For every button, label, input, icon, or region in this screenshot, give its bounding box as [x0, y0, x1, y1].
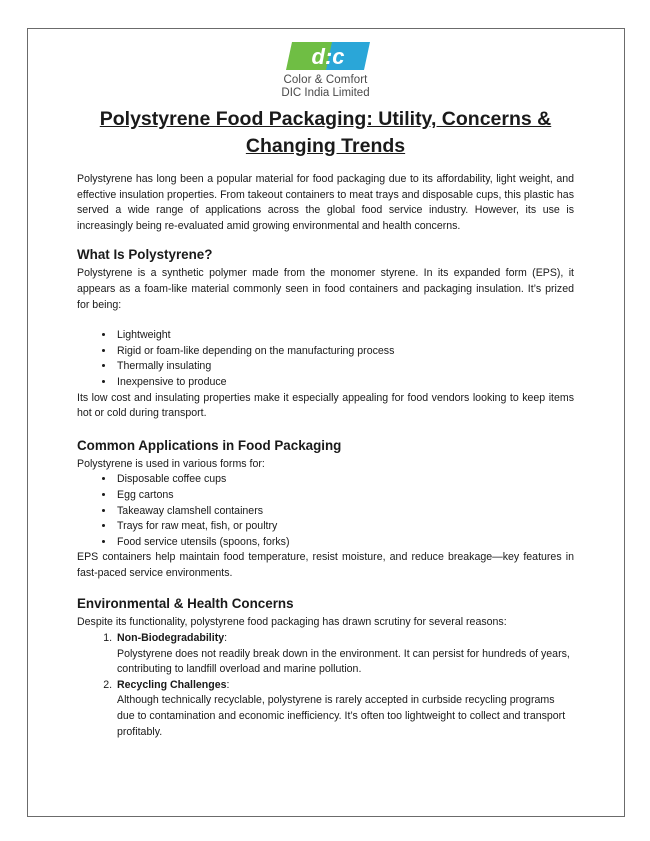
- list-item: • Trays for raw meat, fish, or poultry: [115, 519, 574, 535]
- list-item: • Egg cartons: [115, 488, 574, 504]
- company-logo: [77, 38, 574, 102]
- properties-list: [77, 328, 574, 390]
- list-item: • Disposable coffee cups: [115, 472, 574, 488]
- section-heading-what-is: What Is Polystyrene?: [77, 247, 213, 263]
- section-heading-concerns: Environmental & Health Concerns: [77, 596, 294, 612]
- concern-text: Polystyrene does not readily break down in the environment. It can persist for hundreds of years, contributing to landfill overload and marine pollution.: [117, 647, 570, 676]
- concern-label: Non-Biodegradability: [117, 632, 225, 645]
- list-item: • Lightweight: [115, 328, 574, 344]
- list-item: • Thermally insulating: [115, 359, 574, 375]
- dic-logo-icon: [282, 40, 372, 72]
- logo-mark-text: d:c: [311, 44, 345, 69]
- section-heading-applications: Common Applications in Food Packaging: [77, 437, 342, 453]
- concern-label: Recycling Challenges: [117, 678, 227, 691]
- applications-list: [77, 472, 574, 550]
- section2-after-paragraph: EPS containers help maintain food temperature, resist moisture, and reduce breakage—key features in fast-paced service environments.: [77, 551, 574, 579]
- logo-tagline: Color & Comfort: [283, 74, 368, 86]
- list-item: 2. Recycling Challenges: Although technically recyclable, polystyrene is rarely accepted in curbside recycling programs due to contamination and economic inefficiency. It’s often too lightweight to collect and transport profitably.: [115, 678, 574, 740]
- list-item: • Inexpensive to produce: [115, 375, 574, 391]
- logo-company-name: DIC India Limited: [281, 87, 370, 99]
- document-title: Polystyrene Food Packaging: Utility, Concerns & Changing Trends: [99, 108, 552, 157]
- section1-after-paragraph: Its low cost and insulating properties make it especially appealing for food vendors looking to keep items hot or cold during transport.: [77, 391, 574, 420]
- section2-paragraph: Polystyrene is used in various forms for:: [77, 457, 265, 470]
- document-body: [77, 38, 574, 740]
- list-item: • Rigid or foam-like depending on the manufacturing process: [115, 344, 574, 360]
- list-item: • Food service utensils (spoons, forks): [115, 535, 574, 551]
- intro-paragraph: Polystyrene has long been a popular material for food packaging due to its affordability, light weight, and effective insulation properties. From takeout containers to meat trays and disposable cups, this plastic has served a wide range of applications across the global food service industry. However, its use is increasingly being re-evaluated amid growing environmental and health concerns.: [77, 173, 574, 232]
- list-item: • Takeaway clamshell containers: [115, 504, 574, 520]
- section1-paragraph: Polystyrene is a synthetic polymer made from the monomer styrene. In its expanded form (EPS), it appears as a foam-like material commonly seen in food containers and packaging insulation. It’s prized for being:: [77, 267, 574, 311]
- concerns-list: [77, 631, 574, 740]
- list-item: 1. Non-Biodegradability: Polystyrene does not readily break down in the environment. It can persist for hundreds of years, contributing to landfill overload and marine pollution.: [115, 631, 574, 678]
- section3-paragraph: Despite its functionality, polystyrene food packaging has drawn scrutiny for several reasons:: [77, 616, 507, 629]
- concern-text: Although technically recyclable, polystyrene is rarely accepted in curbside recycling programs due to contamination and economic inefficiency. It’s often too lightweight to collect and transport profitably.: [117, 694, 566, 738]
